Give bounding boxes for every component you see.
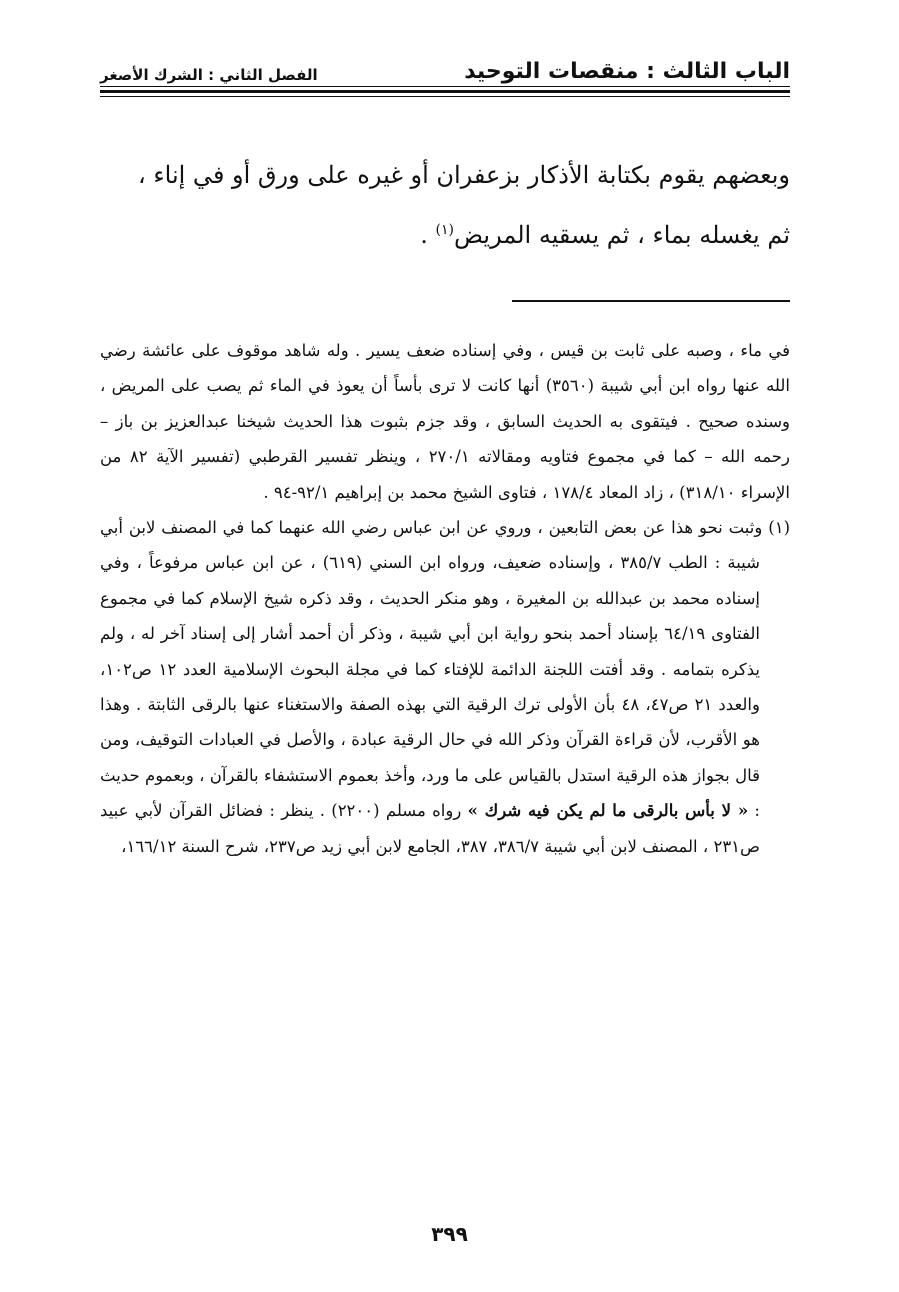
page-header (100, 40, 790, 84)
footnote-1-number: (١) (768, 518, 790, 538)
main-line-1: وبعضهم يقوم بكتابة الأذكار بزعفران أو غيره على ورق أو في إناء ، (137, 161, 790, 189)
header-rule-bottom (100, 96, 790, 97)
footnote-1-text-end: رواه مسلم (٢٢٠٠) . ينظر : فضائل القرآن لأبي عبيد ص٢٣١ ، المصنف لابن أبي شيبة ٣٨٦/٧، ٣٨٧، الجامع لابن أبي زيد ص٢٣٧، شرح السنة ١٦٦/١٢، (100, 801, 760, 856)
main-paragraph (100, 145, 790, 265)
footnote-ref-1: (١) (435, 222, 455, 238)
section-title: الفصل الثاني : الشرك الأصغر (100, 66, 318, 84)
footnotes (100, 333, 790, 864)
chapter-title: الباب الثالث : منقصات التوحيد (464, 59, 790, 84)
main-line-2-end: . (420, 221, 436, 249)
footnote-1 (100, 510, 790, 864)
header-rule-thick (100, 90, 790, 93)
page-number: ٣٩٩ (431, 1222, 468, 1246)
header-rule-top (100, 86, 790, 87)
footnote-separator (512, 300, 790, 302)
footnote-1-text: وثبت نحو هذا عن بعض التابعين ، وروي عن ابن عباس رضي الله عنهما كما في المصنف لابن أبي شيبة : الطب ٣٨٥/٧ ، وإسناده ضعيف، ورواه ابن السني (٦١٩) ، عن ابن عباس مرفوعاً ، وفي إسناده محمد بن عبدالله بن المغيرة ، وهو منكر الحديث ، وقد ذكره شيخ الإسلام كما في مجموع الفتاوى ٦٤/١٩ بإسناد أحمد بنحو رواية ابن أبي شيبة ، وذكر أن أحمد أشار إلى إسناد آخر له ، ولم يذكره بتمامه . وقد أفتت اللجنة الدائمة للإفتاء كما في مجلة البحوث الإسلامية العدد ١٢ ص١٠٢، والعدد ٢١ ص٤٧، ٤٨ بأن الأولى ترك الرقية التي بهذه الصفة والاستغناء عنها بالرقى الثابتة . وهذا هو الأقرب، لأن قراءة القرآن وذكر الله في حال الرقية عبادة ، والأصل في العبادات التوقيف، ومن قال بجواز هذه الرقية استدل بالقياس على ما ورد، وأخذ بعموم الاستشفاء بالقرآن ، وبعموم حديث : (100, 518, 769, 821)
footnote-continuation: في ماء ، وصبه على ثابت بن قيس ، وفي إسناده ضعف يسير . وله شاهد موقوف على عائشة رضي الله عنها رواه ابن أبي شيبة (٣٥٦٠) أنها كانت لا ترى بأساً أن يعوذ في الماء ثم يصب على المريض ، وسنده صحيح . فيتقوى به الحديث السابق ، وقد جزم بثبوت هذا الحديث شيخنا عبدالعزيز بن باز – رحمه الله – كما في مجموع فتاويه ومقالاته ٢٧٠/١ ، وينظر تفسير القرطبي (تفسير الآية ٨٢ من الإسراء ٣١٨/١٠) ، زاد المعاد ١٧٨/٤ ، فتاوى الشيخ محمد بن إبراهيم ٩٢/١-٩٤ . (100, 341, 791, 502)
main-line-2-text: ثم يغسله بماء ، ثم يسقيه المريض (454, 221, 790, 249)
footnote-1-hadith: « لا بأس بالرقى ما لم يكن فيه شرك » (467, 801, 749, 821)
main-line-2 (100, 205, 790, 265)
